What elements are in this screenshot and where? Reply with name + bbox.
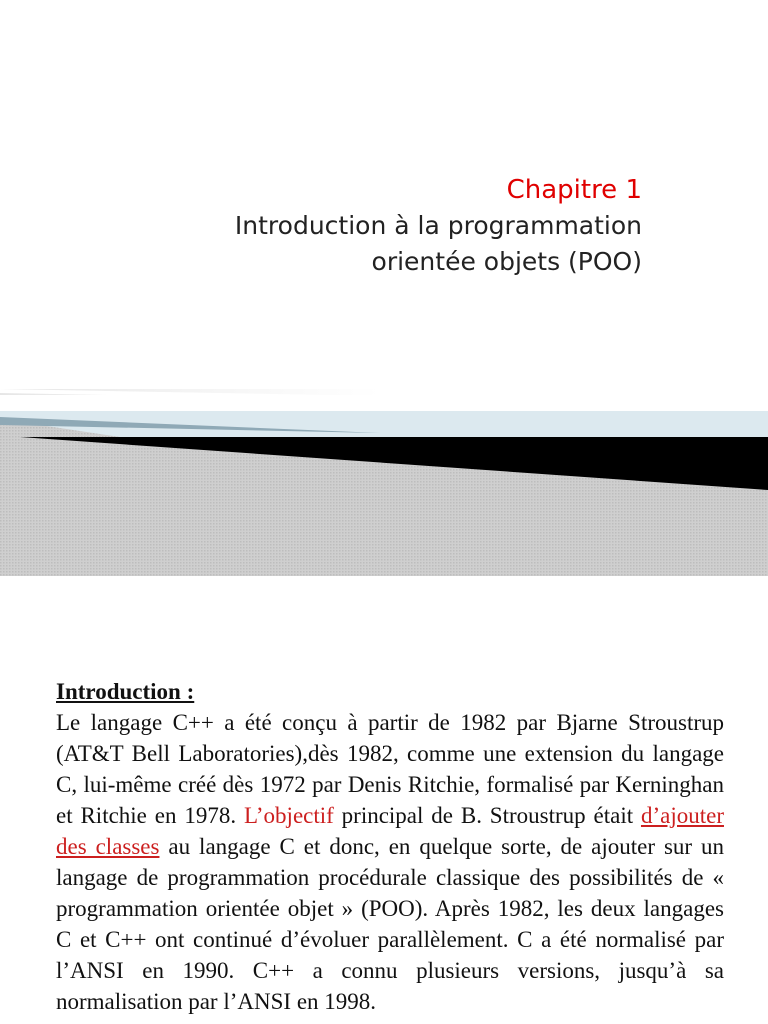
section-heading: Introduction : [56, 679, 195, 704]
highlight-classes-link[interactable]: d’ajouter des classes [56, 803, 724, 859]
decorative-band [0, 385, 768, 576]
chapter-title: Chapitre 1 [506, 175, 642, 205]
band-white-stripe [0, 389, 768, 407]
paragraph-text-1: Le langage C++ a été conçu à partir de 1982 par Bjarne Stroustrup (AT&T Bell Laboratories),dès 1982, comme une extension du langage C, lui-même créé dès 1972 par Denis Ritchie, formalisé par Kerninghan et Ritchie en 1978. [56, 710, 724, 828]
paragraph-text-3: au langage C et donc, en quelque sorte, de ajouter sur un langage de programmation procédurale classique des possibilités de « programmation orientée objet » (POO). Après 1982, les deux langages C et C++ ont continué d’évoluer parallèlement. C a été normalisé par l’ANSI en 1990. C++ a connu plusieurs versions, jusqu’à sa normalisation par l’ANSI en 1998. [56, 834, 724, 1014]
document-text [56, 676, 724, 1017]
intro-paragraph [56, 707, 724, 1017]
slide-title-block [235, 172, 642, 280]
highlight-objectif: L’objectif [243, 803, 334, 828]
subtitle-line-2: orientée objets (POO) [371, 247, 642, 276]
subtitle-line-1: Introduction à la programmation [234, 211, 642, 240]
paragraph-text-2: principal de B. Stroustrup était [333, 803, 641, 828]
